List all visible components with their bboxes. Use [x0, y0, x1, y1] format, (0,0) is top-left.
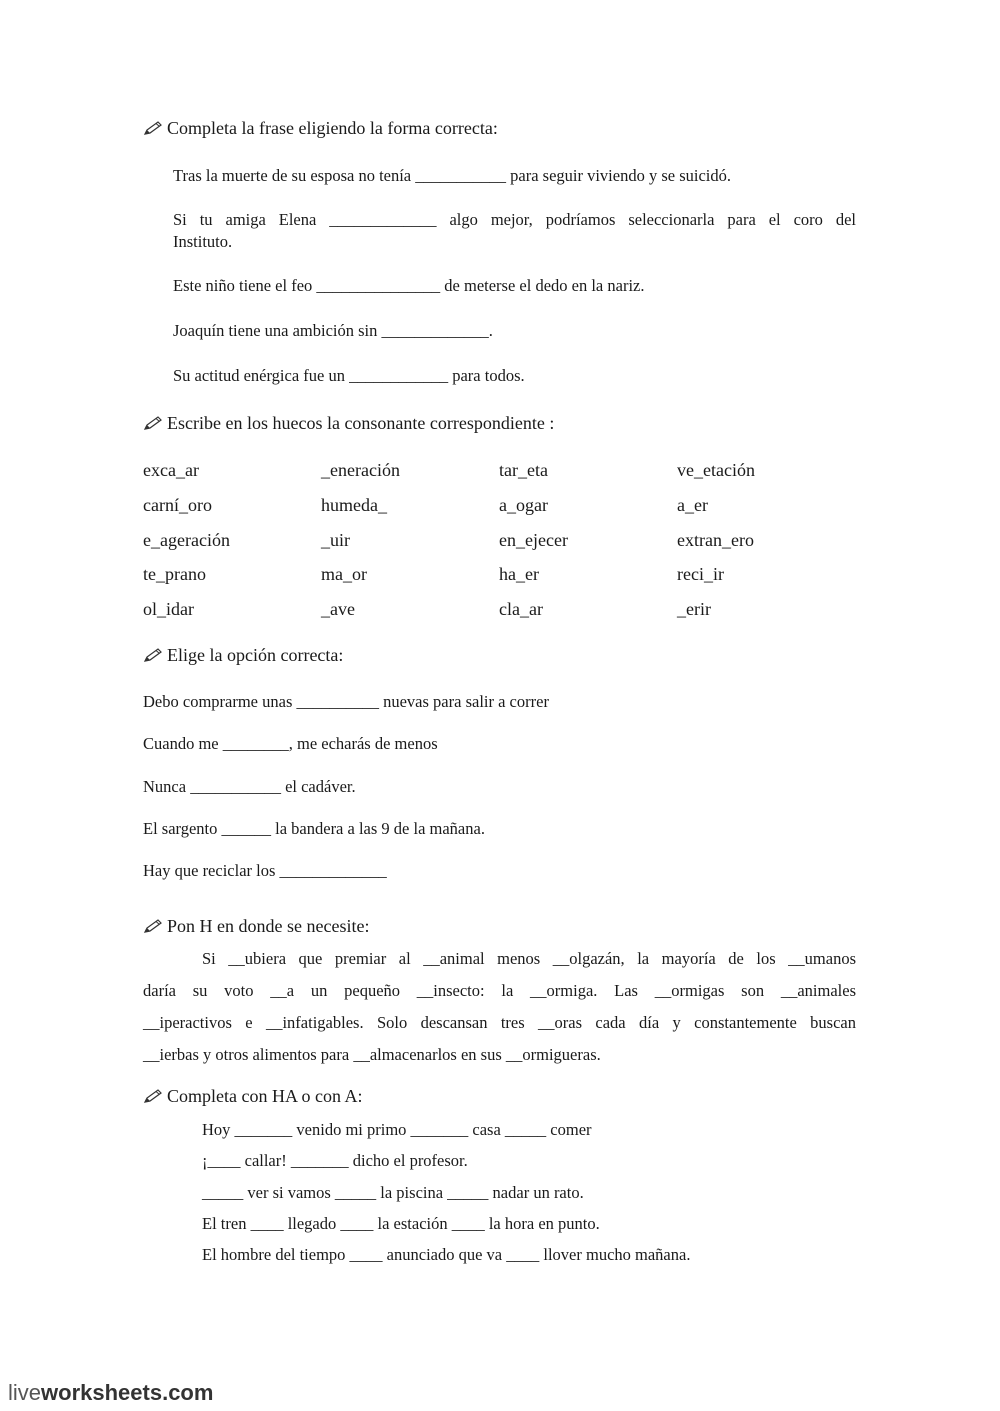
section5-heading — [143, 1086, 362, 1109]
section3-heading-text: Elige la opción correcta: — [167, 645, 344, 665]
section3-sentence-3: Nunca ___________ el cadáver. — [143, 777, 356, 796]
word-cell: e_ageración — [143, 530, 230, 550]
section1-sentence-2: Si tu amiga Elena _____________ algo mejor, podríamos seleccionarla para el coro del — [173, 210, 856, 229]
word-cell: humeda_ — [321, 495, 387, 515]
word-cell: extran_ero — [677, 530, 754, 550]
word-cell: cla_ar — [499, 599, 543, 619]
section3-sentence-1: Debo comprarme unas __________ nuevas para salir a correr — [143, 692, 549, 711]
section1-sentence-5: Su actitud enérgica fue un ____________ para todos. — [173, 366, 525, 385]
pencil-icon — [143, 1088, 163, 1109]
section1-heading-text: Completa la frase eligiendo la forma correcta: — [167, 118, 498, 138]
word-cell: en_ejecer — [499, 530, 568, 550]
section4-heading-text: Pon H en donde se necesite: — [167, 916, 370, 936]
pencil-icon — [143, 415, 163, 436]
section1-sentence-1: Tras la muerte de su esposa no tenía ___________ para seguir viviendo y se suicidó. — [173, 166, 731, 185]
section3-sentence-4: El sargento ______ la bandera a las 9 de la mañana. — [143, 819, 485, 838]
word-cell: a_er — [677, 495, 708, 515]
section2-heading — [143, 413, 554, 436]
section5-sentence-1: Hoy _______ venido mi primo _______ casa _____ comer — [202, 1120, 592, 1139]
paragraph-line: Si __ubiera que premiar al __animal menos __olgazán, la mayoría de los __umanos — [202, 949, 856, 968]
logo-suffix-text: .com — [162, 1380, 214, 1405]
word-cell: _uir — [321, 530, 350, 550]
word-cell: _eneración — [321, 460, 400, 480]
word-cell: exca_ar — [143, 460, 199, 480]
liveworksheets-logo — [8, 1380, 213, 1406]
word-cell: _erir — [677, 599, 711, 619]
section3-sentence-5: Hay que reciclar los _____________ — [143, 861, 387, 880]
pencil-icon — [143, 647, 163, 668]
section1-sentence-2-cont: Instituto. — [173, 232, 233, 251]
word-cell: reci_ir — [677, 564, 724, 584]
logo-light-text: live — [8, 1380, 42, 1405]
word-cell: ol_idar — [143, 599, 194, 619]
pencil-icon — [143, 918, 163, 939]
word-cell: te_prano — [143, 564, 206, 584]
section3-sentence-2: Cuando me ________, me echarás de menos — [143, 734, 438, 753]
logo-bold-text: worksheets — [41, 1380, 163, 1405]
word-cell: ve_etación — [677, 460, 755, 480]
section5-sentence-3: _____ ver si vamos _____ la piscina _____ nadar un rato. — [202, 1183, 584, 1202]
word-cell: tar_eta — [499, 460, 548, 480]
section2-heading-text: Escribe en los huecos la consonante correspondiente : — [167, 413, 555, 433]
paragraph-line: __iperactivos e __infatigables. Solo descansan tres __oras cada día y constantemente buscan — [143, 1013, 856, 1032]
section4-heading — [143, 916, 369, 939]
paragraph-line: __ierbas y otros alimentos para __almacenarlos en sus __ormigueras. — [143, 1045, 601, 1064]
word-cell: a_ogar — [499, 495, 548, 515]
section1-sentence-4: Joaquín tiene una ambición sin _____________. — [173, 321, 493, 340]
word-cell: _ave — [321, 599, 355, 619]
section1-sentence-3: Este niño tiene el feo _______________ de meterse el dedo en la nariz. — [173, 276, 645, 295]
section5-heading-text: Completa con HA o con A: — [167, 1086, 363, 1106]
section4-paragraph — [143, 943, 856, 1071]
section1-heading — [143, 118, 498, 141]
word-cell: carní_oro — [143, 495, 212, 515]
paragraph-line: daría su voto __a un pequeño __insecto: la __ormiga. Las __ormigas son __animales — [143, 981, 856, 1000]
section5-sentence-2: ¡____ callar! _______ dicho el profesor. — [202, 1151, 468, 1170]
section5-sentence-5: El hombre del tiempo ____ anunciado que va ____ llover mucho mañana. — [202, 1245, 691, 1264]
section5-sentence-4: El tren ____ llegado ____ la estación ____ la hora en punto. — [202, 1214, 600, 1233]
pencil-icon — [143, 120, 163, 141]
word-cell: ha_er — [499, 564, 539, 584]
word-cell: ma_or — [321, 564, 367, 584]
section3-heading — [143, 645, 343, 668]
